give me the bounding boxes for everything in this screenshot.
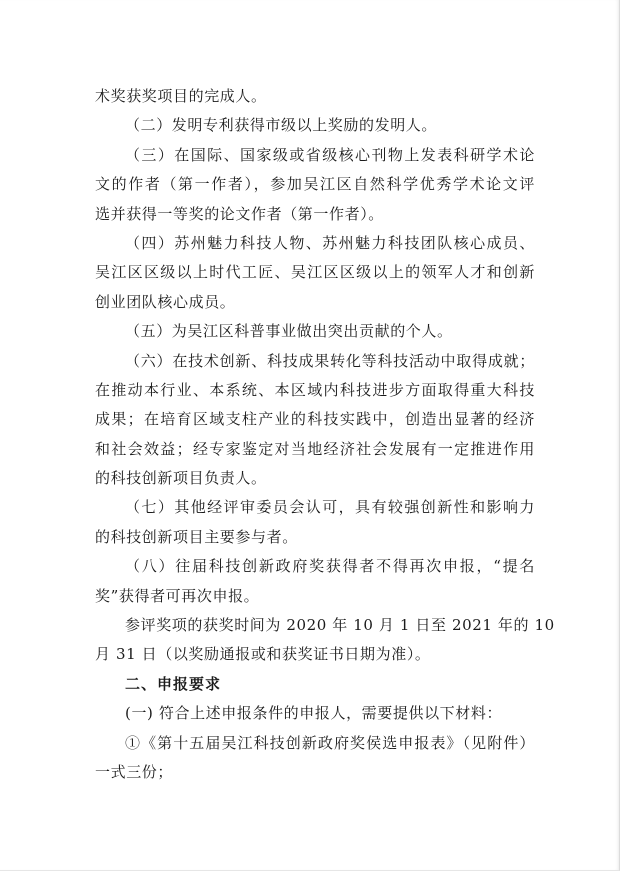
text-line: (一) 符合上述申报条件的申报人，需要提供以下材料：: [125, 704, 503, 723]
text-line: 文的作者（第一作者），参加吴江区自然科学优秀学术论文评: [95, 175, 535, 194]
text-line: 一式三份；: [95, 762, 174, 781]
text-line: （五）为吴江区科普事业做出突出贡献的个人。: [125, 322, 453, 341]
text-line: 奖”获得者可再次申报。: [95, 586, 260, 605]
text-line: （六）在技术创新、科技成果转化等科技活动中取得成就；: [125, 351, 535, 370]
document-body: [95, 82, 555, 787]
text-line: 在推动本行业、本系统、本区域内科技进步方面取得重大科技: [95, 380, 535, 399]
text-line: （七）其他经评审委员会认可，具有较强创新性和影响力: [125, 498, 535, 517]
text-line: 术奖获奖项目的完成人。: [95, 87, 267, 105]
text-line: 吴江区区级以上时代工匠、吴江区区级以上的领军人才和创新: [95, 263, 535, 282]
text-line: 选并获得一等奖的论文作者（第一作者）。: [95, 204, 384, 223]
text-line: 月 31 日（以奖励通报或和获奖证书日期为准）。: [95, 645, 431, 664]
text-line: （四）苏州魅力科技人物、苏州魅力科技团队核心成员、: [125, 233, 535, 252]
text-line: ①《第十五届吴江科技创新政府奖侯选申报表》（见附件）: [125, 733, 535, 752]
text-line: 创业团队核心成员。: [95, 292, 236, 311]
text-line: 的科技创新项目负责人。: [95, 469, 267, 488]
section-heading: 二、申报要求: [125, 674, 222, 693]
text-line: 和社会效益；经专家鉴定对当地经济社会发展有一定推进作用: [95, 439, 535, 458]
text-line: （三）在国际、国家级或省级核心刊物上发表科研学术论: [125, 145, 535, 164]
text-line: （二）发明专利获得市级以上奖励的发明人。: [125, 116, 438, 135]
text-line: 的科技创新项目主要参与者。: [95, 527, 298, 546]
text-line: （八）往届科技创新政府奖获得者不得再次申报，“提名: [125, 557, 535, 576]
text-line: 成果；在培育区域支柱产业的科技实践中，创造出显著的经济: [95, 410, 535, 429]
text-line: 参评奖项的获奖时间为 2020 年 10 月 1 日至 2021 年的 10: [125, 616, 555, 635]
